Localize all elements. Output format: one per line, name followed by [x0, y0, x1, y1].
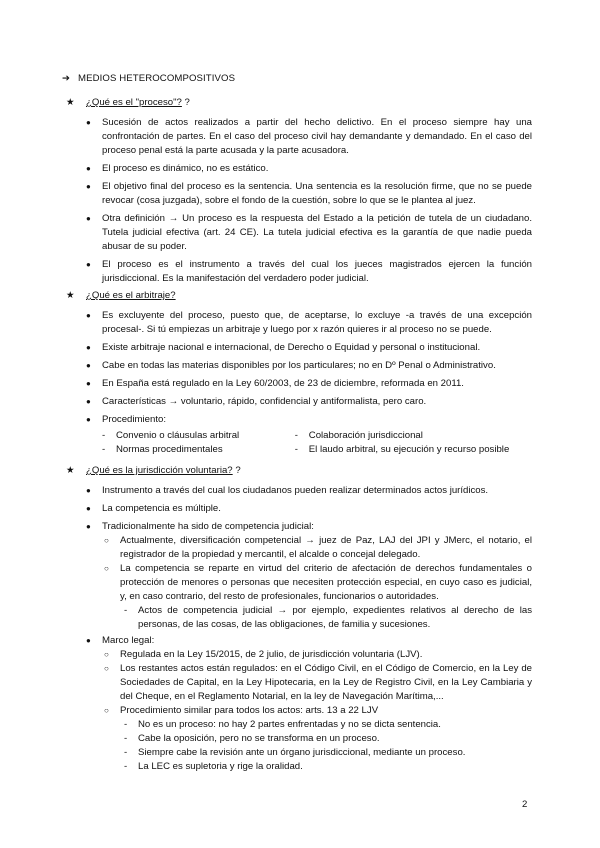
bullet-icon: ●	[86, 397, 91, 406]
list-item: ● El proceso es el instrumento a través del cual los jueces magistrados ejercen la función jurisdiccional. Es la manifestación del verdadero poder judicial.	[86, 259, 532, 284]
list-item: ○ La competencia se reparte en virtud del criterio de afectación de derechos fundamentales o protección de menores o personas que necesiten protección especial, en cuyo caso es judicial, y, en caso contrario, del resto de profesionales, funcionarios o autoridades.	[104, 563, 532, 602]
circle-bullet-icon: ○	[104, 536, 109, 545]
star-icon: ★	[66, 290, 75, 301]
list-item: ● Procedimiento:	[86, 414, 166, 425]
procedimiento-grid	[84, 429, 532, 457]
competencia-sublist	[84, 534, 532, 632]
bullet-icon: ●	[86, 415, 91, 424]
list-item: - Normas procedimentales	[102, 444, 223, 455]
list-item: ● Otra definición → Un proceso es la respuesta del Estado a la petición de tutela de un ciudadano. Tutela judicial efectiva (art. 24 CE). La tutela judicial efectiva es la garantía de que nadie pueda abusar de su poder.	[86, 213, 532, 252]
page-number: 2	[522, 799, 528, 810]
list-item: - Siempre cabe la revisión ante un órgano jurisdiccional, mediante un proceso.	[124, 747, 466, 758]
bullet-icon: ●	[86, 361, 91, 370]
list-item: ○ Regulada en la Ley 15/2015, de 2 julio, de jurisdicción voluntaria (LJV).	[104, 649, 423, 660]
list-item: ● Marco legal:	[86, 635, 155, 646]
bullet-icon: ●	[86, 504, 91, 513]
list-item: ● Tradicionalmente ha sido de competencia judicial:	[86, 521, 314, 532]
voluntaria-list	[84, 484, 532, 774]
question-proceso: ★ ¿Qué es el "proceso"? ?	[66, 97, 190, 108]
list-item: ● Sucesión de actos realizados a partir del hecho delictivo. En el proceso siempre hay una confrontación de partes. En el caso del proceso civil hay demandante y demandado. En el caso del proceso penal está la parte acusada y la parte acusadora.	[86, 117, 532, 156]
list-item: - No es un proceso: no hay 2 partes enfrentadas y no se dicta sentencia.	[124, 719, 441, 730]
question-jurisdiccion-voluntaria: ★ ¿Qué es la jurisdicción voluntaria? ?	[66, 465, 241, 476]
bullet-icon: ●	[86, 182, 91, 191]
star-icon: ★	[66, 465, 75, 476]
list-item: ● Es excluyente del proceso, puesto que, de aceptarse, lo excluye -a través de una excepción procesal-. Si tú empiezas un arbitraje y luego por x razón quieres ir al proceso no se puede.	[86, 310, 532, 335]
star-icon: ★	[66, 97, 75, 108]
list-item: - La LEC es supletoria y rige la oralidad.	[124, 761, 303, 772]
bullet-icon: ●	[86, 379, 91, 388]
list-item: ● La competencia es múltiple.	[86, 503, 221, 514]
section-heading: ➔ MEDIOS HETEROCOMPOSITIVOS	[62, 73, 236, 84]
arbitraje-list	[84, 309, 532, 457]
question-arbitraje: ★ ¿Qué es el arbitraje?	[66, 290, 176, 301]
list-item: ○ Los restantes actos están regulados: en el Código Civil, en el Código de Comercio, en la Ley de Sociedades de Capital, en la Ley Hipotecaria, en la Ley de Registro Civil, en la Ley Cambiaria y del Cheque, en el Reglamento Notarial, en la ley de Navegación Marítima,...	[104, 663, 532, 702]
list-item: - Convenio o cláusulas arbitral	[102, 430, 240, 441]
bullet-icon: ●	[86, 343, 91, 352]
bullet-icon: ●	[86, 522, 91, 531]
circle-bullet-icon: ○	[104, 650, 109, 659]
list-item: - Actos de competencia judicial → por ejemplo, expedientes relativos al derecho de las personas, de las cosas, de las obligaciones, de familia y sucesiones.	[124, 605, 532, 630]
list-item: ● Características → voluntario, rápido, confidencial y antiformalista, pero caro.	[86, 396, 427, 407]
list-item: ● En España está regulado en la Ley 60/2003, de 23 de diciembre, reformada en 2011.	[86, 378, 464, 389]
arrow-icon: ➔	[62, 73, 71, 84]
bullet-icon: ●	[86, 214, 91, 223]
proceso-list	[84, 116, 532, 286]
bullet-icon: ●	[86, 486, 91, 495]
list-item: ● Instrumento a través del cual los ciudadanos pueden realizar determinados actos jurídicos.	[86, 485, 489, 496]
list-item: ○ Procedimiento similar para todos los actos: arts. 13 a 22 LJV	[104, 705, 379, 716]
list-item: ● Existe arbitraje nacional e internacional, de Derecho o Equidad y personal o institucional.	[86, 342, 481, 353]
bullet-icon: ●	[86, 260, 91, 269]
list-item: ● El objetivo final del proceso es la sentencia. Una sentencia es la resolución firme, que no se puede revocar (cosa juzgada), sobre el fondo de la cuestión, sobre lo que se le plantea al juez.	[86, 181, 532, 206]
marco-sublist	[84, 648, 532, 774]
list-item: ● Cabe en todas las materias disponibles por los particulares; no en Dº Penal o Administrativo.	[86, 360, 496, 371]
list-item: - El laudo arbitral, su ejecución y recurso posible	[294, 444, 510, 455]
list-item: - Colaboración jurisdiccional	[294, 430, 423, 441]
circle-bullet-icon: ○	[104, 564, 109, 573]
bullet-icon: ●	[86, 118, 91, 127]
bullet-icon: ●	[86, 636, 91, 645]
circle-bullet-icon: ○	[104, 706, 109, 715]
list-item: ● El proceso es dinámico, no es estático.	[86, 163, 269, 174]
list-item: - Cabe la oposición, pero no se transforma en un proceso.	[124, 733, 380, 744]
bullet-icon: ●	[86, 311, 91, 320]
bullet-icon: ●	[86, 164, 91, 173]
list-item: ○ Actualmente, diversificación competencial → juez de Paz, LAJ del JPI y JMerc, el notario, el registrador de la propiedad y mercantil, el alcalde o concejal delegado.	[104, 535, 532, 560]
circle-bullet-icon: ○	[104, 664, 109, 673]
